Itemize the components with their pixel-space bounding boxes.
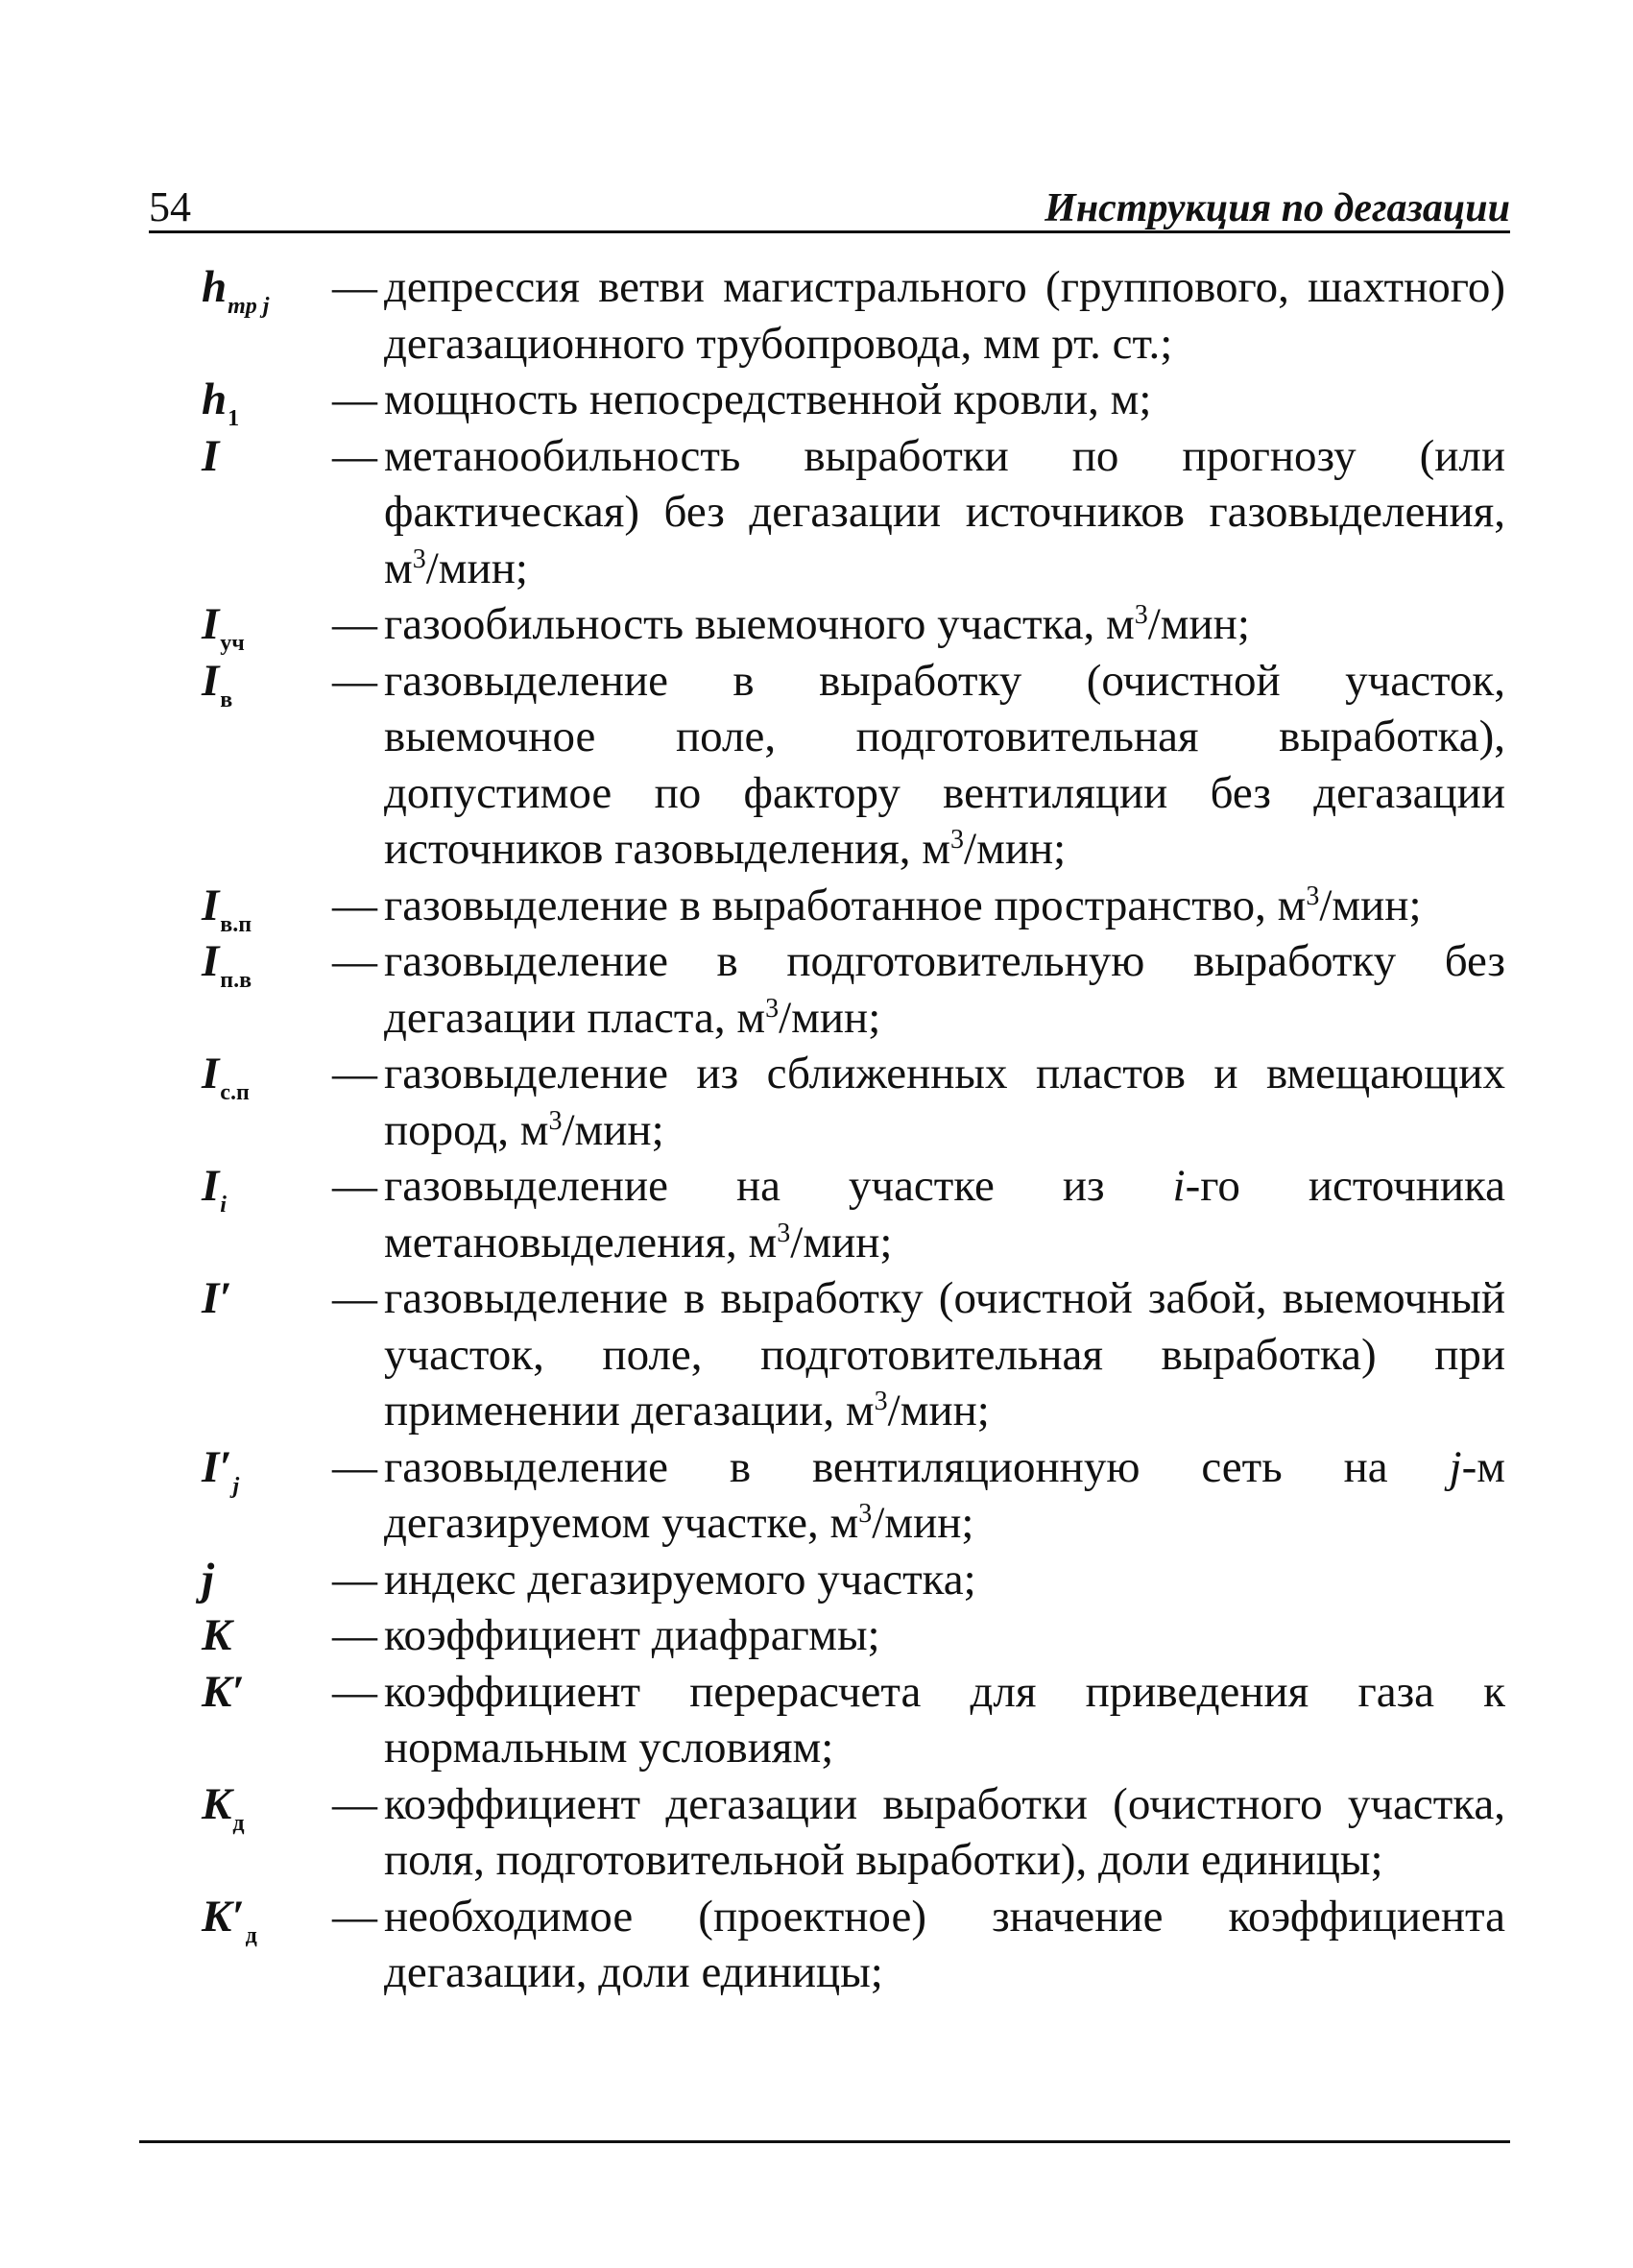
em-dash: —: [332, 1610, 377, 1660]
symbol: $I_{уч}$: [202, 599, 245, 656]
symbol: $I_{п.в}$: [202, 936, 252, 993]
em-dash: —: [332, 1049, 377, 1098]
em-dash: —: [332, 655, 377, 706]
em-dash: —: [332, 1273, 377, 1323]
symbol: $h_{тр j}$: [202, 262, 270, 319]
glossary-entry: [171, 653, 1505, 878]
glossary-entry: [171, 1889, 1505, 2001]
symbol: K′: [202, 1666, 245, 1717]
glossary-entry: [171, 428, 1505, 597]
definition-text: газовыделение в выработанное пространство, $м^3$/мин;: [384, 880, 1422, 930]
symbol: $I_i$: [202, 1161, 227, 1218]
symbol: $I_{с.п}$: [202, 1049, 250, 1105]
definition-text: газовыделение на участке из i-го источника метановыделения, $м^3$/мин;: [384, 1161, 1505, 1267]
em-dash: —: [332, 1666, 377, 1717]
glossary-entry: [171, 1552, 1505, 1608]
glossary-entry: [171, 372, 1505, 431]
footer-rule: [139, 2140, 1510, 2143]
page-number: 54: [149, 183, 191, 230]
em-dash: —: [332, 599, 377, 649]
definition-text: коэффициент перерасчета для приведения газа к нормальным условиям;: [384, 1666, 1505, 1773]
definition-text: индекс дегазируемого участка;: [384, 1554, 976, 1604]
glossary-entry: [171, 596, 1505, 656]
glossary-entry: [171, 1664, 1505, 1776]
definition-text: коэффициент диафрагмы;: [384, 1610, 880, 1660]
page-header: [149, 181, 1510, 233]
definition-text: газообильность выемочного участка, $м^3$/мин;: [384, 599, 1250, 649]
symbol: I′: [202, 1273, 232, 1323]
symbol: $K'_д$: [202, 1891, 257, 1948]
em-dash: —: [332, 1891, 377, 1942]
symbol: K: [202, 1610, 232, 1660]
definition-text: газовыделение в выработку (очистной участок, выемочное поле, подготовительная выработка), допустимое по фактору вентиляции без дегазации источников газовыделения, $м^3$/мин;: [384, 655, 1505, 874]
glossary-entry: [171, 1046, 1505, 1158]
em-dash: —: [332, 262, 377, 312]
glossary-entry: [171, 933, 1505, 1046]
symbol: I: [202, 430, 220, 481]
symbol: $h_1$: [202, 374, 240, 431]
glossary-entry: [171, 878, 1505, 937]
glossary-entry: [171, 1158, 1505, 1270]
symbol: $I'_j$: [202, 1441, 240, 1499]
em-dash: —: [332, 1554, 377, 1604]
definition-text: депрессия ветви магистрального (группового, шахтного) дегазационного трубопровода, мм рт. ст.;: [384, 262, 1505, 369]
definition-text: коэффициент дегазации выработки (очистного участка, поля, подготовительной выработки), доли единицы;: [384, 1778, 1505, 1885]
em-dash: —: [332, 430, 377, 481]
definition-text: газовыделение в выработку (очистной забой, выемочный участок, поле, подготовительная выработка) при применении дегазации, $м^3$/мин;: [384, 1273, 1505, 1436]
em-dash: —: [332, 1161, 377, 1211]
definition-text: газовыделение из сближенных пластов и вмещающих пород, $м^3$/мин;: [384, 1049, 1505, 1155]
symbol-glossary: [171, 259, 1505, 2001]
definition-text: газовыделение в подготовительную выработку без дегазации пласта, $м^3$/мин;: [384, 936, 1505, 1043]
em-dash: —: [332, 1778, 377, 1829]
glossary-entry: [171, 259, 1505, 372]
glossary-entry: [171, 1439, 1505, 1552]
glossary-entry: [171, 1607, 1505, 1664]
em-dash: —: [332, 1441, 377, 1492]
em-dash: —: [332, 936, 377, 986]
definition-text: газовыделение в вентиляционную сеть на j-м дегазируемом участке, $м^3$/мин;: [384, 1441, 1505, 1548]
running-title: Инструкция по дегазации: [1045, 186, 1510, 230]
glossary-entry: [171, 1776, 1505, 1889]
definition-text: необходимое (проектное) значение коэффициента дегазации, доли единицы;: [384, 1891, 1505, 1997]
em-dash: —: [332, 374, 377, 424]
definition-text: мощность непосредственной кровли, м;: [384, 374, 1152, 424]
symbol: $I_в$: [202, 655, 233, 712]
definition-text: метанообильность выработки по прогнозу (или фактическая) без дегазации источников газовыделения, $м^3$/мин;: [384, 430, 1505, 593]
symbol: j: [202, 1554, 215, 1604]
em-dash: —: [332, 880, 377, 930]
glossary-entry: [171, 1270, 1505, 1439]
symbol: $I_{в.п}$: [202, 880, 252, 937]
symbol: $K_д$: [202, 1778, 245, 1836]
